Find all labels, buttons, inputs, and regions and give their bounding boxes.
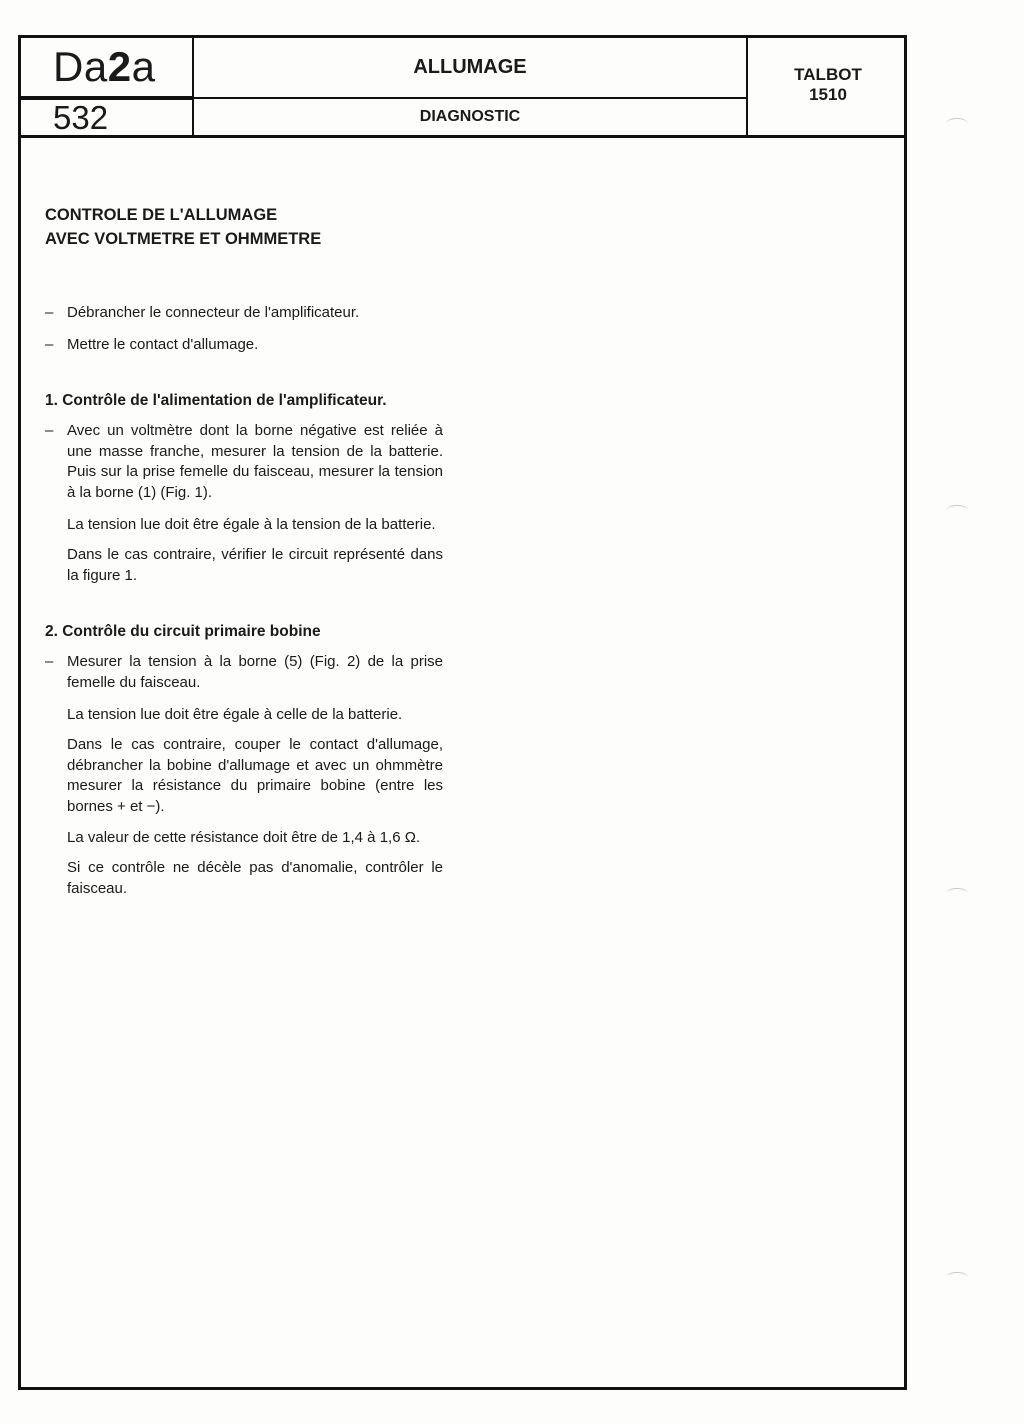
list-item (45, 335, 443, 356)
document-body (45, 203, 443, 909)
page-title: ALLUMAGE (413, 56, 527, 78)
paragraph: La tension lue doit être égale à celle de la batterie. (67, 705, 403, 723)
code-suffix: a (131, 43, 156, 90)
list-item-text: Avec un voltmètre dont la borne négative est reliée à une masse franche, mesurer la tension de la batterie. Puis sur la prise femelle du faisceau, mesurer la tension à la borne (1) (Fig. 1). (67, 422, 443, 501)
section-title: 1. Contrôle de l'alimentation de l'amplificateur. (45, 392, 387, 410)
section-code (21, 43, 156, 90)
binder-hole-mark (946, 888, 968, 899)
list-item (45, 303, 443, 324)
code-strong: 2 (107, 43, 132, 90)
page-number: 532 (53, 99, 109, 136)
binder-hole-mark (946, 1272, 968, 1283)
section-code-box (21, 38, 193, 100)
list-item-text: Mesurer la tension à la borne (5) (Fig. 2) de la prise femelle du faisceau. (67, 653, 443, 691)
header-block (21, 38, 904, 138)
page-subtitle: DIAGNOSTIC (419, 108, 521, 125)
binder-hole-mark (946, 505, 968, 516)
binder-hole-mark (946, 118, 968, 129)
paragraph: La tension lue doit être égale à la tension de la batterie. (67, 515, 436, 533)
paragraph: Dans le cas contraire, vérifier le circuit représenté dans la figure 1. (67, 546, 443, 584)
brand-label (748, 65, 908, 105)
list-item-text: Mettre le contact d'allumage. (67, 335, 259, 353)
heading-line1: CONTROLE DE L'ALLUMAGE (45, 206, 278, 224)
dash-mark: – (45, 422, 54, 440)
paragraph: Si ce contrôle ne décèle pas d'anomalie, contrôler le faisceau. (67, 859, 443, 897)
list-item (45, 421, 443, 503)
dash-mark: – (45, 335, 54, 353)
heading-line2: AVEC VOLTMETRE ET OHMMETRE (45, 230, 322, 248)
code-prefix: Da (53, 43, 108, 90)
list-item-text: Débrancher le connecteur de l'amplificateur. (67, 304, 360, 321)
brand-line2: 1510 (809, 85, 847, 104)
paragraph: Dans le cas contraire, couper le contact d'allumage, débrancher la bobine d'allumage et avec un ohmmètre mesurer la résistance du primaire bobine (entre les bornes + et −). (67, 736, 443, 815)
paragraph: La valeur de cette résistance doit être de 1,4 à 1,6 Ω. (67, 828, 421, 846)
dash-mark: – (45, 304, 54, 321)
brand-line1: TALBOT (794, 65, 862, 84)
list-item (45, 652, 443, 693)
dash-mark: – (45, 653, 54, 671)
page-frame (18, 35, 907, 1390)
section-title: 2. Contrôle du circuit primaire bobine (45, 623, 321, 641)
